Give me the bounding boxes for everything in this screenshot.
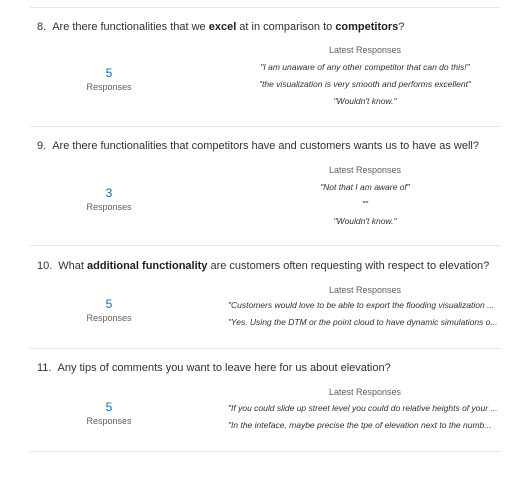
- latest-responses-label: Latest Responses: [328, 165, 402, 175]
- top-divider: [30, 7, 500, 8]
- response-item: "Yes. Using the DTM or the point cloud to have dynamic simulations o...: [228, 317, 498, 327]
- question-8-response-count[interactable]: 5 Responses: [86, 66, 132, 92]
- bottom-divider: [30, 451, 500, 452]
- question-11-title: 11. Any tips of comments you want to leave here for us about elevation?: [37, 362, 391, 374]
- question-8-latest-responses: [240, 44, 490, 107]
- question-9-latest-responses: [240, 164, 490, 227]
- response-item: "In the inteface, maybe precise the tpe of elevation next to the numb...: [228, 420, 492, 430]
- response-item: "Wouldn't know.": [333, 216, 397, 226]
- question-8-title: 8. Are there functionalities that we excel at in comparison to competitors?: [37, 21, 405, 33]
- latest-responses-label: Latest Responses: [328, 285, 402, 295]
- question-10-latest-responses: [228, 284, 502, 328]
- response-item: "": [361, 199, 369, 209]
- response-item: "Not that I am aware of": [320, 182, 410, 192]
- question-11-response-count[interactable]: 5 Responses: [86, 400, 132, 426]
- response-item: "Wouldn't know.": [333, 96, 397, 106]
- latest-responses-label: Latest Responses: [328, 45, 402, 55]
- section-divider: [30, 245, 500, 246]
- section-divider: [30, 348, 500, 349]
- response-item: "I am unaware of any other competitor that can do this!": [260, 62, 470, 72]
- question-10-response-count[interactable]: 5 Responses: [86, 297, 132, 323]
- question-11-latest-responses: [228, 386, 502, 431]
- question-9-title: 9. Are there functionalities that competitors have and customers wants us to have as well?: [37, 140, 479, 152]
- response-item: "the visualization is very smooth and performs excellent": [258, 79, 472, 89]
- response-item: "Customers would love to be able to export the flooding visualization ...: [228, 300, 495, 310]
- question-10-title: 10. What additional functionality are customers often requesting with respect to elevation?: [37, 260, 490, 272]
- response-item: "If you could slide up street level you could do relative heights of your ...: [228, 403, 498, 413]
- latest-responses-label: Latest Responses: [328, 387, 402, 397]
- question-9-response-count[interactable]: 3 Responses: [86, 186, 132, 212]
- section-divider: [30, 126, 500, 127]
